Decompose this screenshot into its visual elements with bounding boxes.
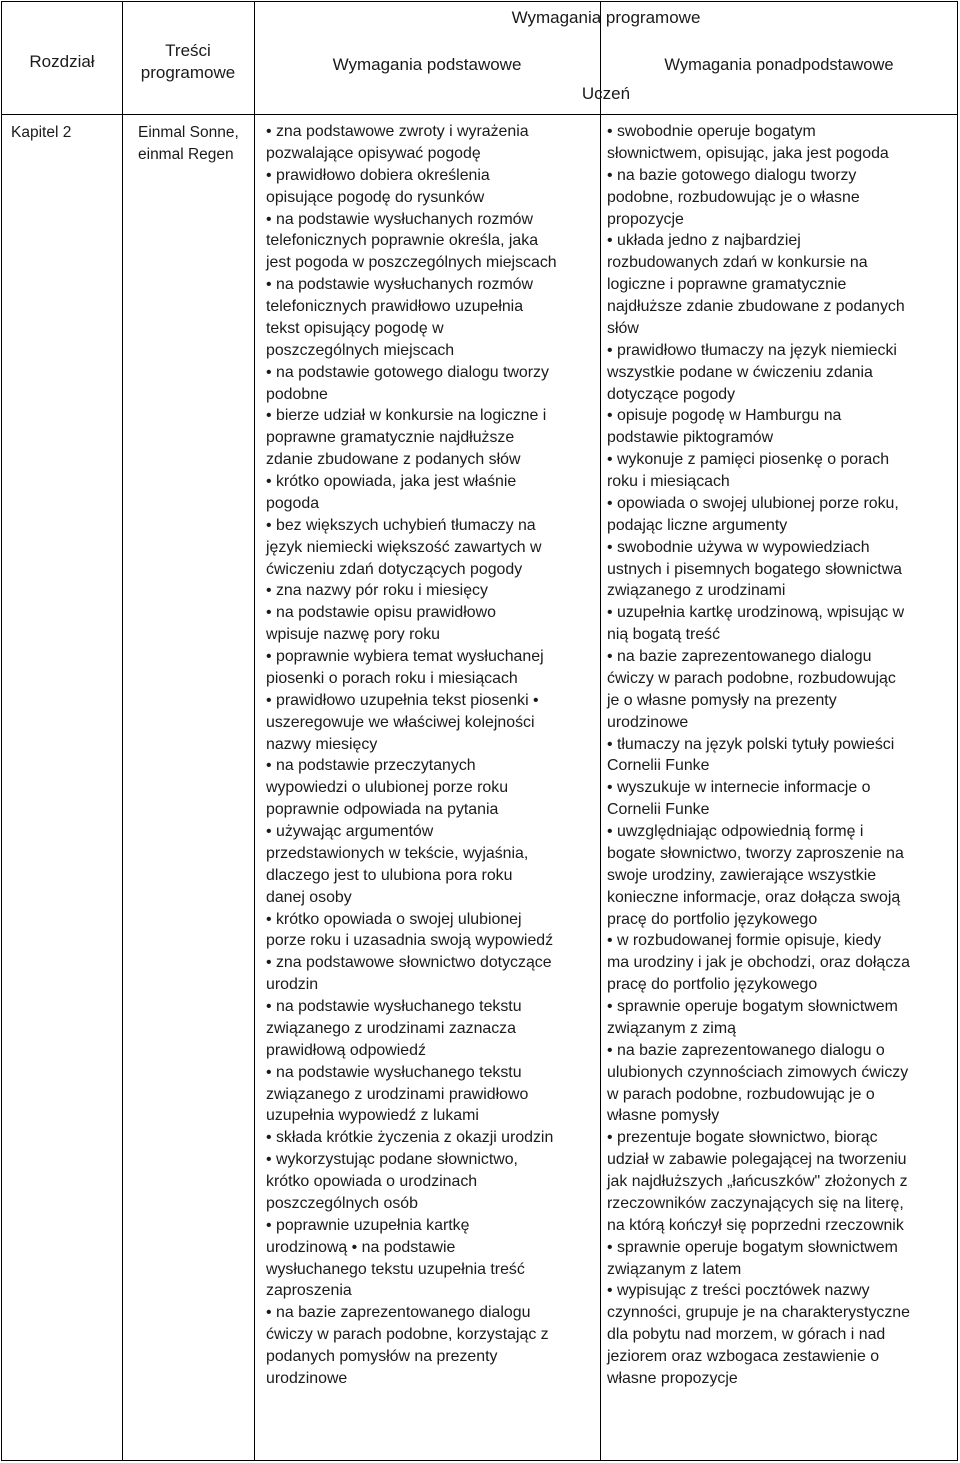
requirement-line: • wypisując z treści pocztówek nazwy [607,1282,870,1300]
requirement-line: roku i miesiącach [607,473,730,490]
requirement-line: urodzinowe [607,713,689,731]
requirement-line: • poprawnie uzupełnia kartkę [266,1216,470,1234]
row-tresci-programowe: Einmal Sonne, einmal Regen [138,124,239,163]
requirement-line: • krótko opowiada o swojej ulubionej [266,910,522,928]
requirement-line: • na bazie zaprezentowanego dialogu [266,1304,531,1322]
requirement-line: porze roku i uzasadnia swoją wypowiedź [266,932,554,950]
requirement-line: nią bogatą treść [607,626,721,644]
requirement-line: • sprawnie operuje bogatym słownictwem [607,1238,898,1256]
requirement-line: podobne [266,385,328,403]
requirement-line: związanego z urodzinami [607,582,786,600]
requirement-line: danej osoby [266,888,352,906]
requirement-line: związanym z zimą [607,1019,736,1037]
requirement-line: • bez większych uchybień tłumaczy na [266,516,536,534]
requirement-line: uszeregowuje we właściwej kolejności [266,713,535,731]
requirement-line: ustnych i pisemnych bogatego słownictwa [607,560,903,578]
requirement-line: wpisuje nazwę pory roku [266,626,440,644]
requirement-line: • zna nazwy pór roku i miesięcy [266,582,488,600]
requirement-line: • wyszukuje w internecie informacje o [607,779,871,797]
requirement-line: jeziorem oraz wzbogaca zestawienie o [607,1348,880,1365]
requirement-line: podanych pomysłów na prezenty [266,1348,498,1365]
requirement-line: dotyczące pogody [607,385,736,403]
requirement-line: język niemiecki większość zawartych w [266,538,542,556]
requirement-line: zaproszenia [266,1282,352,1300]
requirement-line: • prawidłowo dobiera określenia [266,166,490,184]
requirement-line: związanym z latem [607,1260,742,1278]
requirement-line: tekst opisujący pogodę w [266,319,444,337]
requirement-line: • układa jedno z najbardziej [607,232,801,250]
requirement-line: bogate słownictwo, tworzy zaproszenie na [607,844,904,862]
wymagania-ponadpodstawowe-list [607,121,957,1390]
requirement-line: • wykonuje z pamięci piosenkę o porach [607,451,890,469]
requirement-line: poszczególnych osób [266,1194,418,1212]
requirement-line: Cornelii Funke [607,757,710,775]
requirement-line: propozycje [607,210,684,228]
requirement-line: • opowiada o swojej ulubionej porze roku, [607,494,899,512]
requirement-line: poprawnie odpowiada na pytania [266,801,499,819]
requirement-line: prawidłową odpowiedź [266,1041,426,1059]
requirement-line: • na podstawie wysłuchanych rozmów [266,276,533,294]
requirement-line: ćwiczy w parach podobne, rozbudowując [607,669,896,687]
requirement-line: przedstawionych w tekście, wyjaśnia, [266,844,529,862]
requirement-line: opisujące pogodę do rysunków [266,188,485,206]
requirement-line: poprawne gramatycznie najdłuższe [266,429,515,447]
requirement-line: podstawie piktogramów [607,429,774,447]
requirement-line: słów [607,319,639,337]
requirement-line: • krótko opowiada, jaka jest właśnie [266,473,517,490]
requirement-line: • uwzględniając odpowiednią formę i [607,823,864,840]
requirement-line: zdanie zbudowane z podanych słów [266,451,521,469]
column-divider [600,2,601,1460]
wymagania-podstawowe-list [266,121,600,1390]
requirement-line: podobne, rozbudowując je o własne [607,188,860,206]
requirement-line: • na podstawie gotowego dialogu tworzy [266,363,549,381]
requirement-line: • prawidłowo tłumaczy na język niemiecki [607,341,897,359]
requirement-line: • w rozbudowanej formie opisuje, kiedy [607,932,882,950]
requirement-line: dlaczego jest to ulubiona pora roku [266,866,513,884]
requirement-line: • sprawnie operuje bogatym słownictwem [607,998,898,1015]
requirement-line: ćwiczy w parach podobne, korzystając z [266,1326,549,1344]
requirement-line: • poprawnie wybiera temat wysłuchanej [266,648,544,665]
requirement-line: pracę do portfolio językowego [607,910,818,928]
requirement-line: telefonicznych poprawnie określa, jaka [266,232,539,250]
requirement-line: wypowiedzi o ulubionej porze roku [266,779,509,797]
requirement-line: uzupełnia wypowiedź z lukami [266,1107,479,1125]
requirement-line: konieczne informacje, oraz dołącza swoją [607,888,901,906]
requirement-line: krótko opowiada o urodzinach [266,1173,478,1190]
requirement-line: własne propozycje [607,1369,738,1387]
requirement-line: poszczególnych miejscach [266,341,455,359]
column-divider [254,2,255,1460]
requirement-line: pogoda [266,494,320,512]
header-wymagania-programowe: Wymagania programowe [511,8,701,27]
requirement-line: na którą kończył się poprzedni rzeczownik [607,1216,904,1234]
header-wymagania-podstawowe: Wymagania podstawowe [332,55,522,74]
header-uczen: Uczeń [581,84,631,103]
requirement-line: słownictwem, opisując, jaka jest pogoda [607,144,889,162]
requirement-line: pracę do portfolio językowego [607,976,818,994]
requirement-line: • na podstawie przeczytanych [266,757,476,775]
requirement-line: je o własne pomysły na prezenty [607,691,837,709]
requirement-line: udział w zabawie polegającej na tworzeniu [607,1151,907,1169]
requirement-line: • na podstawie wysłuchanego tekstu [266,1063,522,1081]
requirement-line: logiczne i poprawne gramatycznie [607,276,847,294]
requirement-line: swoje urodziny, zawierające wszystkie [607,866,877,884]
requirement-line: piosenki o porach roku i miesiącach [266,669,518,687]
requirement-line: • na podstawie opisu prawidłowo [266,604,496,622]
requirement-line: • swobodnie używa w wypowiedziach [607,538,870,556]
header-wymagania-ponadpodstawowe: Wymagania ponadpodstawowe [664,56,894,74]
requirement-line: • prawidłowo uzupełnia tekst piosenki • [266,691,539,709]
requirement-line: • zna podstawowe słownictwo dotyczące [266,954,552,972]
requirement-line: urodzin [266,976,319,994]
requirement-line: jest pogoda w poszczególnych miejscach [266,254,557,272]
requirement-line: jak najdłuższych „łańcuszków" złożonych z [607,1173,908,1190]
header-divider [2,114,957,115]
requirements-table [1,1,958,1461]
requirement-line: • na podstawie wysłuchanego tekstu [266,998,522,1015]
header-tresci-programowe: Treści programowe [140,41,236,82]
requirement-line: Cornelii Funke [607,801,710,819]
requirement-line: nazwy miesięcy [266,735,378,753]
requirement-line: • uzupełnia kartkę urodzinową, wpisując w [607,604,905,622]
requirement-line: dla pobytu nad morzem, w górach i nad [607,1326,886,1344]
requirement-line: • swobodnie operuje bogatym [607,123,816,140]
requirement-line: • wykorzystując podane słownictwo, [266,1151,518,1169]
requirement-line: czynności, grupuje je na charakterystyczne [607,1304,910,1322]
requirement-line: związanego z urodzinami prawidłowo [266,1085,529,1103]
requirement-line: rzeczowników zaczynających się na literę, [607,1194,904,1212]
header-rozdzial: Rozdział [29,52,95,71]
requirement-line: wszystkie podane w ćwiczeniu zdania [607,363,873,381]
requirement-line: • tłumaczy na język polski tytuły powieści [607,735,895,753]
requirement-line: pozwalające opisywać pogodę [266,144,481,162]
requirement-line: • na bazie gotowego dialogu tworzy [607,166,857,184]
requirement-line: • składa krótkie życzenia z okazji urodzin [266,1129,554,1147]
requirement-line: wysłuchanego tekstu uzupełnia treść [266,1260,525,1278]
requirement-line: • na bazie zaprezentowanego dialogu [607,648,872,665]
row-rozdzial: Kapitel 2 [11,124,72,141]
requirement-line: urodzinowe [266,1369,348,1387]
requirement-line: • opisuje pogodę w Hamburgu na [607,407,842,425]
requirement-line: najdłuższe zdanie zbudowane z podanych [607,298,905,315]
requirement-line: • bierze udział w konkursie na logiczne i [266,407,547,425]
requirement-line: związanego z urodzinami zaznacza [266,1019,516,1037]
requirement-line: ćwiczeniu zdań dotyczących pogody [266,560,523,578]
requirement-line: • prezentuje bogate słownictwo, biorąc [607,1129,878,1147]
requirement-line: • używając argumentów [266,823,434,840]
column-divider [122,2,123,1460]
requirement-line: ma urodziny i jak je obchodzi, oraz dołącza [607,954,910,972]
requirement-line: podając liczne argumenty [607,516,788,534]
requirement-line: urodzinową • na podstawie [266,1238,456,1256]
requirement-line: telefonicznych prawidłowo uzupełnia [266,298,524,315]
requirement-line: ulubionych czynnościach zimowych ćwiczy [607,1063,909,1081]
requirement-line: własne pomysły [607,1107,720,1125]
requirement-line: • na podstawie wysłuchanych rozmów [266,210,533,228]
requirement-line: • na bazie zaprezentowanego dialogu o [607,1041,885,1059]
requirement-line: rozbudowanych zdań w konkursie na [607,254,868,272]
requirement-line: • zna podstawowe zwroty i wyrażenia [266,123,529,140]
requirement-line: w parach podobne, rozbudowując je o [607,1085,875,1103]
